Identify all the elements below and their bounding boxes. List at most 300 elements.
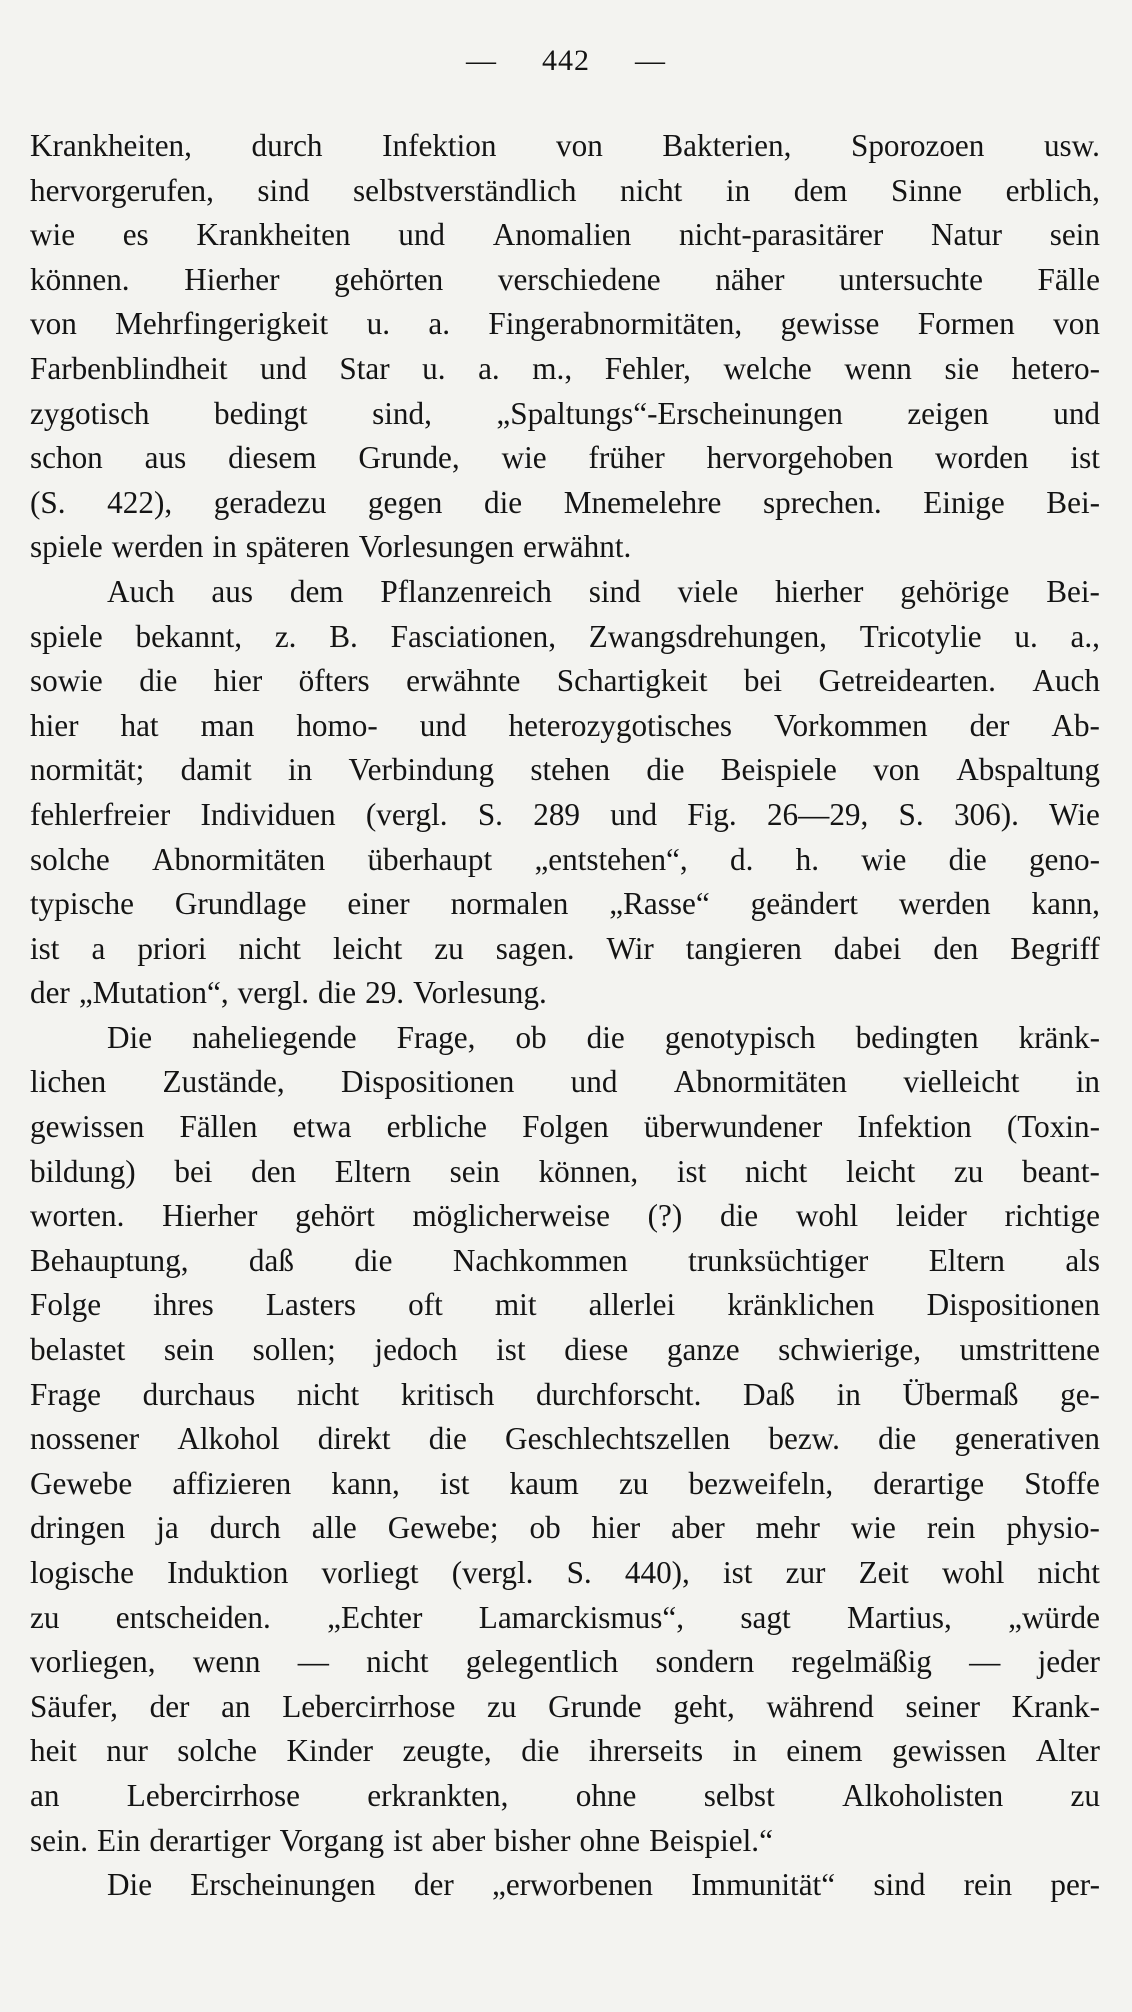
word: Vorgang (279, 1822, 385, 1858)
word: bezw. (768, 1421, 840, 1457)
word: in (212, 529, 237, 565)
word: Sinne (890, 172, 963, 208)
word: von (30, 306, 77, 342)
word: Die (107, 1019, 153, 1055)
word: sondern (655, 1644, 755, 1680)
word: d. (729, 841, 754, 877)
word: Erscheinungen (190, 1867, 376, 1903)
word: sind (588, 573, 641, 609)
text-line (30, 258, 1100, 303)
word: die (521, 1733, 560, 1769)
word: Formen (917, 306, 1015, 342)
text-line (30, 1239, 1100, 1284)
word: u. (422, 350, 446, 386)
word: Tricotylie (859, 618, 982, 654)
word: leicht (845, 1153, 916, 1189)
word: durchaus (142, 1376, 256, 1412)
word: vielleicht (903, 1064, 1020, 1100)
word: Grundlage (174, 886, 307, 922)
word: Individuen (200, 796, 336, 832)
word: Immunität“ (691, 1867, 836, 1903)
word: ja (156, 1510, 179, 1546)
word: heit (30, 1733, 77, 1769)
page-header (0, 44, 1132, 78)
word: Übermaß (902, 1376, 1019, 1412)
word: während (766, 1688, 874, 1724)
word: und (398, 217, 445, 253)
word: hetero- (1011, 350, 1100, 386)
word: „Rasse“ (609, 886, 710, 922)
word: Bakterien, (662, 128, 792, 163)
word: normität; (30, 752, 145, 788)
word: wohl (942, 1555, 1005, 1590)
word: Verbindung (348, 752, 495, 788)
word: Fig. (687, 796, 737, 832)
word: gegen (367, 484, 443, 520)
text-line (30, 525, 1100, 570)
word: Wir (606, 930, 654, 966)
word: Auch (1032, 663, 1100, 699)
word: Frage (30, 1376, 102, 1412)
word: zeugte, (402, 1733, 492, 1769)
word: tangieren (685, 930, 802, 966)
word: nicht (366, 1644, 429, 1680)
word: sein (1049, 217, 1100, 253)
word: dringen (30, 1510, 126, 1546)
word: zeigen (907, 395, 989, 431)
word: bekannt, (135, 618, 243, 654)
word: derartige (873, 1465, 985, 1501)
word: umstrittene (959, 1332, 1100, 1368)
word: aus (211, 573, 253, 609)
word: nicht (1037, 1555, 1100, 1590)
word: m., (532, 350, 573, 386)
word: naheliegende (192, 1019, 357, 1055)
word: und (1053, 395, 1100, 431)
word: „würde (1008, 1599, 1100, 1635)
word: einer (347, 886, 410, 922)
word: sprechen. (762, 484, 882, 520)
text-line (30, 1596, 1100, 1641)
word: damit (180, 752, 252, 788)
word: wie (861, 841, 907, 877)
text-line (30, 1328, 1100, 1373)
word: usw. (1043, 128, 1100, 163)
word: Frage, (396, 1019, 476, 1055)
text-line (30, 347, 1100, 392)
word: kann, (1031, 886, 1100, 922)
word: bezweifeln, (688, 1465, 834, 1501)
word: mit (494, 1287, 537, 1323)
word: gehörten (334, 261, 444, 297)
word: Abspaltung (956, 752, 1100, 788)
word: ohne (575, 1777, 637, 1813)
word: a. (428, 306, 451, 342)
word: „Mutation“, (78, 975, 229, 1011)
word: dem (289, 573, 344, 609)
word: sein (449, 1153, 500, 1189)
word: Zwangsdrehungen, (588, 618, 827, 654)
word: erbliche (386, 1109, 487, 1145)
word: aber (431, 1822, 486, 1858)
word: ist (30, 930, 60, 966)
word: öfters (298, 663, 370, 699)
word: in (836, 1376, 861, 1412)
word: Fällen (179, 1109, 258, 1145)
word: sagen. (495, 930, 575, 966)
word: Dispositionen (926, 1287, 1100, 1323)
word: Abnormitäten (151, 841, 326, 877)
word: ist (1070, 440, 1100, 476)
word: Abnormitäten (673, 1064, 847, 1100)
word: zu (1070, 1777, 1100, 1813)
word: ist (676, 1153, 707, 1189)
word: Star (339, 350, 390, 386)
word: ihres (153, 1287, 214, 1323)
word: Behauptung, (30, 1242, 189, 1278)
word: hervorgerufen, (30, 172, 214, 208)
word: die (428, 1421, 467, 1457)
word: zu (618, 1465, 649, 1501)
word: sie (944, 350, 980, 386)
word: a (91, 930, 106, 966)
word: Wie (1049, 796, 1100, 832)
word: in (732, 1733, 757, 1769)
word: näher (715, 261, 785, 297)
text-line (30, 704, 1100, 749)
text-line (30, 1506, 1100, 1551)
word: ihrerseits (588, 1733, 704, 1769)
text-line (30, 1060, 1100, 1105)
text-line (30, 1729, 1100, 1774)
word: nicht-parasitärer (678, 217, 884, 253)
word: Getreidearten. (818, 663, 996, 699)
word: hervorgehoben (706, 440, 894, 476)
text-line (30, 927, 1100, 972)
word: dabei (833, 930, 902, 966)
word: ob (529, 1510, 561, 1546)
word: Stoffe (1024, 1465, 1100, 1501)
word: den (251, 1153, 297, 1189)
word: die (646, 752, 685, 788)
word: kränklichen (727, 1287, 875, 1323)
word: nicht (238, 930, 301, 966)
text-line (30, 659, 1100, 704)
word: rein (926, 1510, 976, 1546)
word: sind, (372, 395, 432, 431)
word: überwundener (643, 1109, 823, 1145)
word: Gewebe; (387, 1510, 499, 1546)
word: der (149, 1688, 190, 1724)
word: wie (30, 217, 76, 253)
word: hierher (775, 573, 864, 609)
word: normalen (450, 886, 569, 922)
word: zu (953, 1153, 984, 1189)
word: (vergl. (365, 796, 448, 832)
word: nicht (619, 172, 683, 208)
word: ist (723, 1555, 753, 1590)
word: „Spaltungs“-Erscheinungen (496, 395, 843, 431)
word: bedingt (214, 395, 308, 431)
word: Zeit (858, 1555, 909, 1590)
word: hat (120, 707, 159, 743)
word: selbst (703, 1777, 775, 1813)
word: regelmäßig (791, 1644, 932, 1680)
word: Pflanzenreich (380, 573, 552, 609)
word: Hierher (162, 1198, 258, 1234)
word: Auch (107, 573, 175, 609)
word: ob (515, 1019, 547, 1055)
word: hier (591, 1510, 641, 1546)
word: Alkohol (177, 1421, 280, 1457)
text-line (30, 1640, 1100, 1685)
word: S. (898, 796, 924, 832)
word: man (200, 707, 255, 743)
word: Ab- (1051, 707, 1100, 743)
word: erwähnt. (523, 529, 632, 565)
word: Hierher (184, 261, 280, 297)
word: viele (677, 573, 739, 609)
word: Krankheiten (196, 217, 351, 253)
word: in (1075, 1064, 1100, 1100)
word: (Toxin- (1006, 1109, 1100, 1145)
word: die (878, 1421, 917, 1457)
word: zygotisch (30, 395, 150, 431)
word: a., (1070, 618, 1100, 654)
word: schon (30, 440, 103, 476)
text-line (30, 1150, 1100, 1195)
text-line (30, 1373, 1100, 1418)
word: in (287, 752, 313, 788)
word: Säufer, (30, 1688, 118, 1724)
text-line (30, 838, 1100, 883)
word: Grunde (548, 1688, 642, 1724)
word: Vorlesungen (358, 529, 515, 565)
word: kritisch (400, 1376, 495, 1412)
word: stehen (530, 752, 611, 788)
word: belastet (30, 1332, 126, 1368)
word: per- (1050, 1867, 1100, 1903)
text-line (30, 793, 1100, 838)
word: zu (434, 930, 464, 966)
word: Fingerabnormitäten, (488, 306, 743, 342)
word: u. (366, 306, 390, 342)
word: nicht (744, 1153, 808, 1189)
word: ist (496, 1332, 526, 1368)
word: die (948, 841, 987, 877)
word: sind (257, 172, 310, 208)
word: und (419, 707, 467, 743)
word: die (586, 1019, 625, 1055)
word: „entstehen“, (534, 841, 688, 877)
word: generativen (954, 1421, 1100, 1457)
word: trunksüchtiger (688, 1242, 869, 1278)
word: Nachkommen (452, 1242, 628, 1278)
word: werden (111, 529, 204, 565)
word: 422), (107, 484, 173, 520)
word: ge- (1060, 1376, 1100, 1412)
word: vorliegt (321, 1555, 419, 1590)
word: richtige (1004, 1198, 1100, 1234)
word: zur (785, 1555, 826, 1590)
word: Die (107, 1867, 153, 1903)
word: entscheiden. (115, 1599, 271, 1635)
text-line (30, 748, 1100, 793)
word: früher (588, 440, 665, 476)
word: direkt (317, 1421, 391, 1457)
word: lichen (30, 1064, 107, 1100)
word: vorliegen, (30, 1644, 156, 1680)
word: gewissen (30, 1109, 145, 1145)
word: zu (487, 1688, 517, 1724)
word: hier (213, 663, 263, 699)
word: wie (501, 440, 547, 476)
word: den (933, 930, 979, 966)
word: Eltern (334, 1153, 411, 1189)
word: selbstverständlich (352, 172, 577, 208)
word: Anomalien (492, 217, 632, 253)
word: beant- (1022, 1153, 1100, 1189)
word: nossener (30, 1421, 140, 1457)
text-line (30, 570, 1100, 615)
text-line (30, 1819, 1100, 1864)
word: etwa (292, 1109, 352, 1145)
word: gewisse (780, 306, 880, 342)
word: von (556, 128, 603, 163)
word: einem (786, 1733, 863, 1769)
word: affizieren (172, 1465, 292, 1501)
word: werden (898, 886, 991, 922)
word: Alter (1035, 1733, 1100, 1769)
header-dash-left: — (466, 44, 497, 77)
word: durchforscht. (535, 1376, 702, 1412)
word: priori (137, 930, 207, 966)
word: können. (30, 261, 130, 297)
word: dem (793, 172, 848, 208)
text-line (30, 1685, 1100, 1730)
word: Eltern (928, 1242, 1005, 1278)
text-line (30, 481, 1100, 526)
word: überhaupt (367, 841, 493, 877)
word: allerlei (588, 1287, 676, 1323)
word: Infektion (857, 1109, 972, 1145)
word: und (610, 796, 658, 832)
word: Bei- (1046, 484, 1100, 520)
word: Fälle (1037, 261, 1100, 297)
word: Farbenblindheit (30, 350, 228, 386)
word: wohl (795, 1198, 859, 1234)
word: S. (566, 1555, 592, 1590)
word: worden (934, 440, 1029, 476)
text-line (30, 882, 1100, 927)
text-line (30, 124, 1100, 169)
word: an (30, 1777, 60, 1813)
word: Induktion (167, 1555, 289, 1590)
word: kränk- (1018, 1019, 1100, 1055)
word: sollen; (252, 1332, 336, 1368)
word: untersuchte (839, 261, 983, 297)
text-line (30, 1774, 1100, 1819)
word: Lamarckismus“, (478, 1599, 685, 1635)
word: Alkoholisten (842, 1777, 1004, 1813)
word: daß (248, 1242, 294, 1278)
word: wie (850, 1510, 896, 1546)
text-line (30, 1194, 1100, 1239)
word: kann, (331, 1465, 400, 1501)
text-line (30, 302, 1100, 347)
word: gelegentlich (465, 1644, 619, 1680)
word: jeder (1037, 1644, 1100, 1680)
word: die (318, 975, 357, 1011)
word: Mnemelehre (563, 484, 722, 520)
word: physio- (1006, 1510, 1100, 1546)
word: wenn (844, 350, 912, 386)
word: diesem (228, 440, 317, 476)
word: Natur (930, 217, 1002, 253)
word: aus (144, 440, 187, 476)
header-dash-right: — (635, 44, 666, 77)
word: gehört (295, 1198, 375, 1234)
word: jedoch (374, 1332, 458, 1368)
word: die (354, 1242, 393, 1278)
text-line (30, 1863, 1100, 1908)
word: spiele (30, 618, 103, 654)
word: durch (251, 128, 323, 163)
word: u. (1014, 618, 1038, 654)
word: a. (478, 350, 500, 386)
word: oft (408, 1287, 443, 1323)
word: nicht (296, 1376, 360, 1412)
word: Daß (743, 1376, 795, 1412)
word: sein. (30, 1822, 89, 1858)
word: sind (873, 1867, 926, 1903)
word: Vorkommen (773, 707, 928, 743)
word: Schartigkeit (556, 663, 708, 699)
word: der (30, 975, 70, 1011)
word: ganze (666, 1332, 740, 1368)
word: an (221, 1688, 251, 1724)
word: möglicherweise (412, 1198, 610, 1234)
word: geradezu (213, 484, 327, 520)
word: kaum (509, 1465, 579, 1501)
word: solche (30, 841, 110, 877)
text-line (30, 1417, 1100, 1462)
text-line (30, 1283, 1100, 1328)
word: geht, (673, 1688, 735, 1724)
text-line (30, 1016, 1100, 1061)
word: Krank- (1011, 1688, 1100, 1724)
word: sowie (30, 663, 103, 699)
word: Infektion (382, 128, 497, 163)
word: Ein (97, 1822, 141, 1858)
word: leider (895, 1198, 967, 1234)
word: (vergl. (451, 1555, 534, 1590)
word: es (122, 217, 149, 253)
word: Zustände, (162, 1064, 285, 1100)
word: gehörige (900, 573, 1010, 609)
word: als (1065, 1242, 1100, 1278)
word: und (260, 350, 307, 386)
word: bei (174, 1153, 213, 1189)
word: alle (311, 1510, 357, 1546)
body-text (30, 124, 1100, 1908)
word: Sporozoen (850, 128, 985, 163)
word: Gewebe (30, 1465, 133, 1501)
word: wenn (192, 1644, 261, 1680)
word: S. (477, 796, 503, 832)
word: nur (106, 1733, 148, 1769)
word: typische (30, 886, 134, 922)
